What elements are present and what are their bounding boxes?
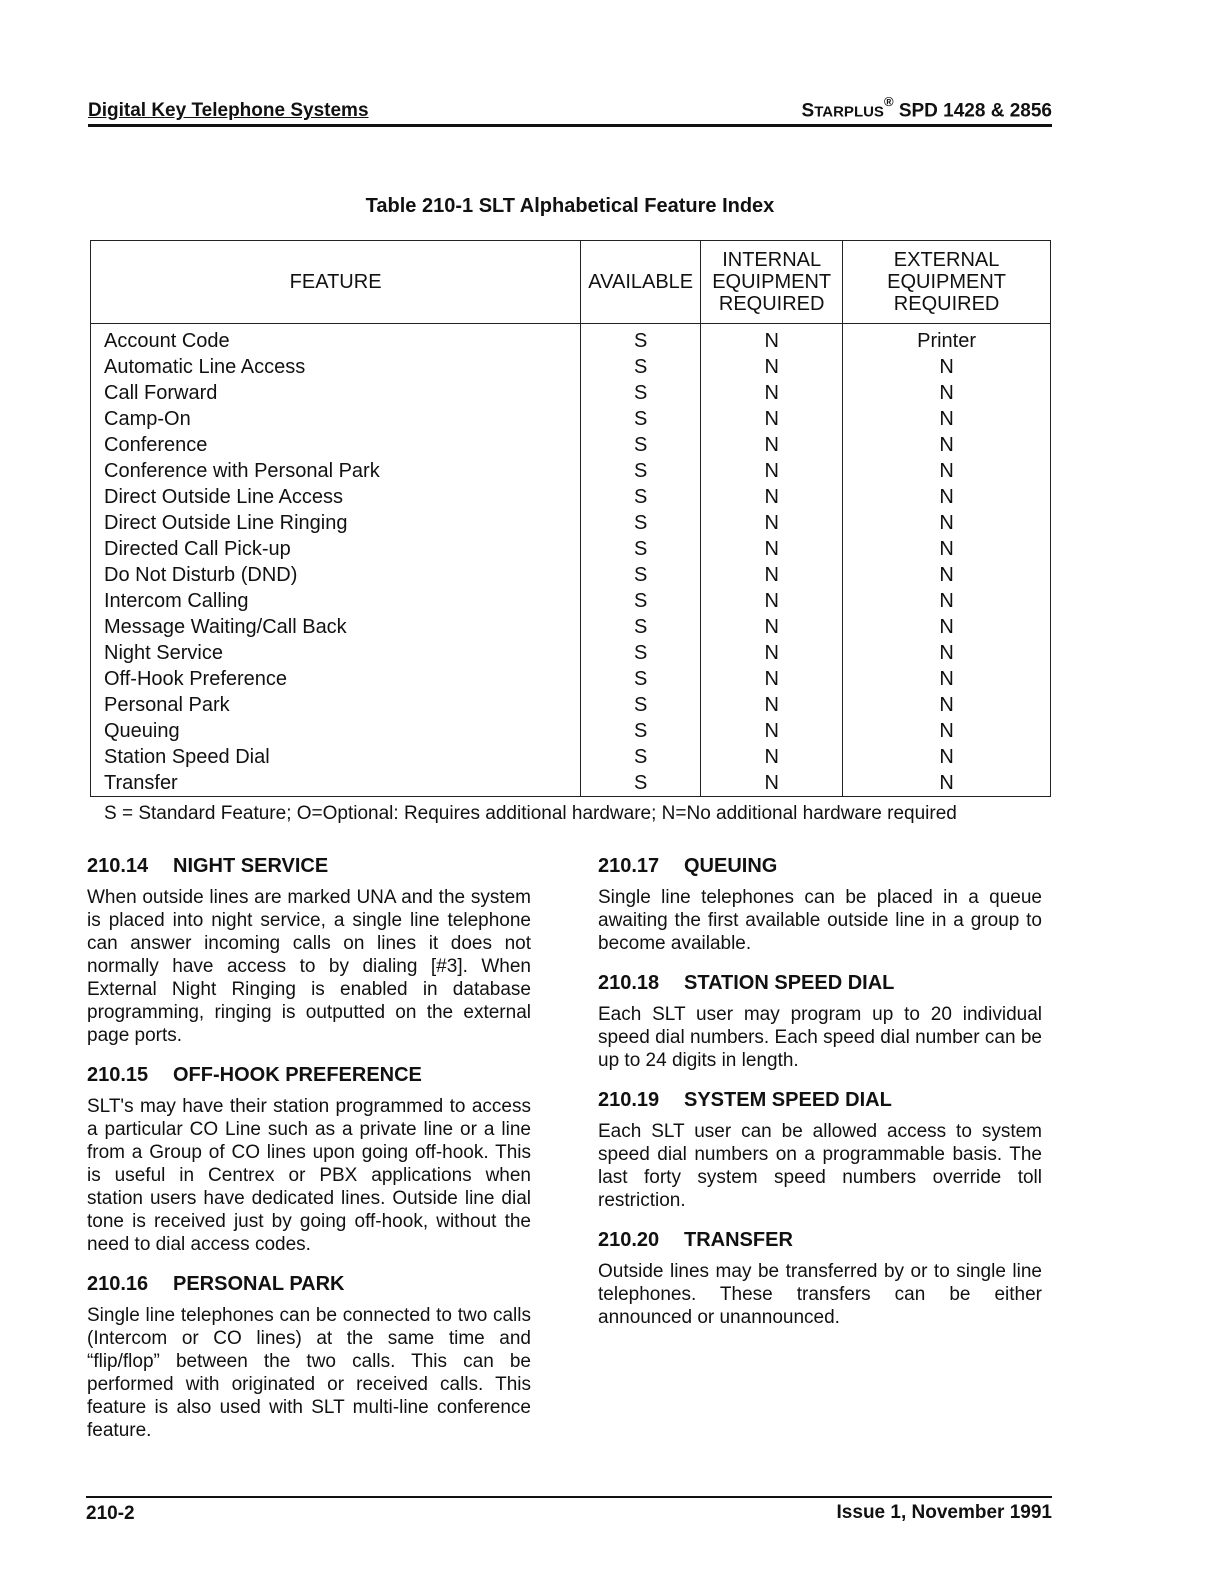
section-night-service bbox=[87, 855, 531, 1047]
section-number: 210.20 bbox=[598, 1229, 660, 1251]
header-product bbox=[801, 93, 1052, 122]
cell-internal: N bbox=[701, 562, 843, 588]
cell-feature: Call Forward bbox=[91, 380, 581, 406]
cell-internal: N bbox=[701, 770, 843, 797]
table-row bbox=[91, 614, 1051, 640]
cell-external: N bbox=[843, 614, 1051, 640]
cell-feature: Direct Outside Line Access bbox=[91, 484, 581, 510]
cell-internal: N bbox=[701, 588, 843, 614]
table-row bbox=[91, 770, 1051, 797]
section-queuing bbox=[598, 855, 1042, 955]
left-column bbox=[87, 855, 531, 1459]
section-body: SLT's may have their station programmed to access a particular CO Line such as a private line or a line from a Group of CO lines upon going off-hook. This is useful in Centrex or PBX applications when station users have dedicated lines. Outside line dial tone is received just by going off-hook, without the need to dial access codes. bbox=[87, 1096, 531, 1255]
cell-available: S bbox=[581, 536, 701, 562]
cell-feature: Camp-On bbox=[91, 406, 581, 432]
cell-external: N bbox=[843, 692, 1051, 718]
cell-available: S bbox=[581, 666, 701, 692]
section-number: 210.18 bbox=[598, 972, 660, 994]
cell-external: N bbox=[843, 744, 1051, 770]
cell-internal: N bbox=[701, 614, 843, 640]
registered-mark: ® bbox=[883, 93, 894, 109]
cell-internal: N bbox=[701, 692, 843, 718]
cell-internal: N bbox=[701, 406, 843, 432]
table-row bbox=[91, 458, 1051, 484]
cell-external: N bbox=[843, 588, 1051, 614]
cell-feature: Account Code bbox=[91, 324, 581, 355]
page-number: 210-2 bbox=[86, 1503, 135, 1524]
cell-available: S bbox=[581, 718, 701, 744]
section-body: Single line telephones can be connected to two calls (Intercom or CO lines) at the same time and “flip/flop” between the two calls. This can be performed with originated or received calls. This feature is also used with SLT multi-line conference feature. bbox=[87, 1305, 531, 1441]
cell-external: N bbox=[843, 510, 1051, 536]
col-header-feature: FEATURE bbox=[91, 241, 581, 324]
table-row bbox=[91, 354, 1051, 380]
cell-internal: N bbox=[701, 324, 843, 355]
section-heading bbox=[598, 1089, 1042, 1112]
cell-feature: Automatic Line Access bbox=[91, 354, 581, 380]
section-off-hook-preference bbox=[87, 1064, 531, 1256]
cell-available: S bbox=[581, 484, 701, 510]
section-title: SYSTEM SPEED DIAL bbox=[684, 1089, 892, 1111]
section-title: NIGHT SERVICE bbox=[173, 855, 329, 877]
cell-available: S bbox=[581, 380, 701, 406]
table-row bbox=[91, 562, 1051, 588]
section-title: STATION SPEED DIAL bbox=[684, 972, 895, 994]
cell-internal: N bbox=[701, 718, 843, 744]
cell-feature: Station Speed Dial bbox=[91, 744, 581, 770]
cell-available: S bbox=[581, 640, 701, 666]
section-heading bbox=[87, 855, 531, 878]
cell-internal: N bbox=[701, 484, 843, 510]
section-heading bbox=[87, 1064, 531, 1087]
section-title: OFF-HOOK PREFERENCE bbox=[173, 1064, 422, 1086]
table-row bbox=[91, 324, 1051, 355]
cell-feature: Off-Hook Preference bbox=[91, 666, 581, 692]
cell-feature: Personal Park bbox=[91, 692, 581, 718]
brand-name: TARPLUS bbox=[814, 103, 884, 120]
cell-external: N bbox=[843, 458, 1051, 484]
header-title: Digital Key Telephone Systems bbox=[88, 100, 369, 121]
table-header-row bbox=[91, 241, 1051, 324]
section-heading bbox=[87, 1273, 531, 1296]
cell-external: N bbox=[843, 666, 1051, 692]
section-title: PERSONAL PARK bbox=[173, 1273, 345, 1295]
cell-available: S bbox=[581, 588, 701, 614]
table-row bbox=[91, 588, 1051, 614]
table-row bbox=[91, 484, 1051, 510]
cell-external: N bbox=[843, 484, 1051, 510]
table-row bbox=[91, 666, 1051, 692]
cell-available: S bbox=[581, 406, 701, 432]
cell-internal: N bbox=[701, 354, 843, 380]
cell-feature: Directed Call Pick-up bbox=[91, 536, 581, 562]
brand-initial: S bbox=[801, 100, 815, 121]
section-number: 210.14 bbox=[87, 855, 149, 877]
table-row bbox=[91, 718, 1051, 744]
cell-feature: Queuing bbox=[91, 718, 581, 744]
cell-internal: N bbox=[701, 640, 843, 666]
cell-internal: N bbox=[701, 458, 843, 484]
table-row bbox=[91, 692, 1051, 718]
cell-internal: N bbox=[701, 432, 843, 458]
cell-external: N bbox=[843, 536, 1051, 562]
table-row bbox=[91, 640, 1051, 666]
cell-available: S bbox=[581, 324, 701, 355]
cell-external: N bbox=[843, 770, 1051, 797]
section-body: Each SLT user may program up to 20 individual speed dial numbers. Each speed dial number can be up to 24 digits in length. bbox=[598, 1004, 1042, 1071]
table-row bbox=[91, 406, 1051, 432]
cell-feature: Conference with Personal Park bbox=[91, 458, 581, 484]
cell-available: S bbox=[581, 770, 701, 797]
cell-internal: N bbox=[701, 536, 843, 562]
section-body: Outside lines may be transferred by or to single line telephones. These transfers can be either announced or unannounced. bbox=[598, 1261, 1042, 1328]
section-personal-park bbox=[87, 1273, 531, 1442]
table-row bbox=[91, 432, 1051, 458]
cell-external: Printer bbox=[843, 324, 1051, 355]
section-heading bbox=[598, 1229, 1042, 1252]
cell-available: S bbox=[581, 458, 701, 484]
section-title: QUEUING bbox=[684, 855, 778, 877]
table-body bbox=[91, 324, 1051, 797]
section-number: 210.16 bbox=[87, 1273, 149, 1295]
cell-external: N bbox=[843, 406, 1051, 432]
cell-feature: Transfer bbox=[91, 770, 581, 797]
feature-index-table bbox=[90, 240, 1051, 797]
cell-external: N bbox=[843, 640, 1051, 666]
cell-external: N bbox=[843, 380, 1051, 406]
section-heading bbox=[598, 972, 1042, 995]
cell-external: N bbox=[843, 354, 1051, 380]
cell-feature: Message Waiting/Call Back bbox=[91, 614, 581, 640]
cell-feature: Direct Outside Line Ringing bbox=[91, 510, 581, 536]
cell-feature: Night Service bbox=[91, 640, 581, 666]
section-station-speed-dial bbox=[598, 972, 1042, 1072]
col-header-internal: INTERNAL EQUIPMENT REQUIRED bbox=[701, 241, 843, 324]
section-number: 210.15 bbox=[87, 1064, 149, 1086]
cell-available: S bbox=[581, 354, 701, 380]
page-footer bbox=[86, 1496, 1052, 1528]
cell-available: S bbox=[581, 744, 701, 770]
cell-feature: Intercom Calling bbox=[91, 588, 581, 614]
cell-internal: N bbox=[701, 510, 843, 536]
cell-internal: N bbox=[701, 744, 843, 770]
cell-available: S bbox=[581, 432, 701, 458]
col-header-available: AVAILABLE bbox=[581, 241, 701, 324]
issue-date: Issue 1, November 1991 bbox=[836, 1502, 1052, 1523]
cell-external: N bbox=[843, 718, 1051, 744]
cell-internal: N bbox=[701, 666, 843, 692]
cell-available: S bbox=[581, 562, 701, 588]
page-header bbox=[88, 93, 1052, 127]
cell-external: N bbox=[843, 432, 1051, 458]
cell-available: S bbox=[581, 614, 701, 640]
section-number: 210.17 bbox=[598, 855, 660, 877]
section-body: When outside lines are marked UNA and the system is placed into night service, a single line telephone can answer incoming calls on lines it does not normally have access to by dialing [#3]. When External Night Ringing is enabled in database programming, ringing is outputted on the external page ports. bbox=[87, 887, 531, 1046]
table-row bbox=[91, 744, 1051, 770]
col-header-external: EXTERNAL EQUIPMENT REQUIRED bbox=[843, 241, 1051, 324]
table-row bbox=[91, 380, 1051, 406]
table-row bbox=[91, 510, 1051, 536]
table-title: Table 210-1 SLT Alphabetical Feature Index bbox=[365, 195, 775, 217]
section-transfer bbox=[598, 1229, 1042, 1329]
cell-internal: N bbox=[701, 380, 843, 406]
cell-external: N bbox=[843, 562, 1051, 588]
section-title: TRANSFER bbox=[684, 1229, 793, 1251]
section-number: 210.19 bbox=[598, 1089, 660, 1111]
cell-available: S bbox=[581, 692, 701, 718]
section-system-speed-dial bbox=[598, 1089, 1042, 1212]
cell-available: S bbox=[581, 510, 701, 536]
table-legend: S = Standard Feature; O=Optional: Requires additional hardware; N=No additional hardware required bbox=[104, 803, 957, 824]
cell-feature: Conference bbox=[91, 432, 581, 458]
section-body: Each SLT user can be allowed access to system speed dial numbers on a programmable basis. The last forty system speed numbers override toll restriction. bbox=[598, 1121, 1042, 1211]
table-row bbox=[91, 536, 1051, 562]
model-numbers: SPD 1428 & 2856 bbox=[893, 100, 1052, 121]
section-heading bbox=[598, 855, 1042, 878]
section-body: Single line telephones can be placed in a queue awaiting the first available outside line in a group to become available. bbox=[598, 887, 1042, 954]
cell-feature: Do Not Disturb (DND) bbox=[91, 562, 581, 588]
right-column bbox=[598, 855, 1042, 1346]
